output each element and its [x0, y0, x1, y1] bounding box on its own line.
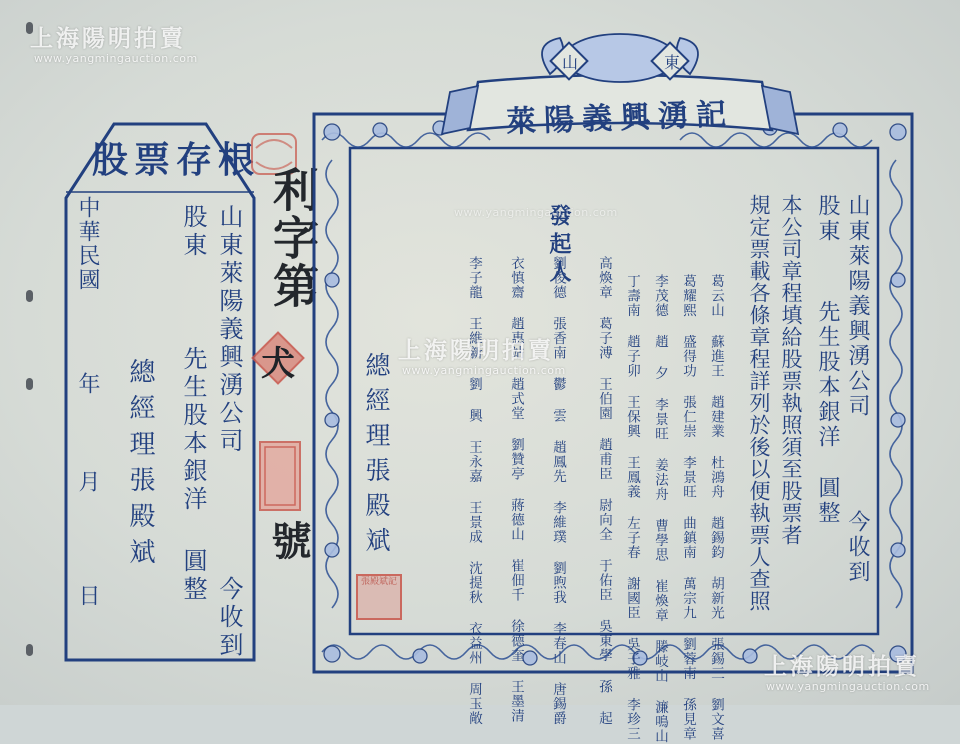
cert-body-line1: 本公司章程填給股票執照須至股票者	[779, 194, 803, 546]
watermark-url: www.yangmingauction.com	[766, 680, 930, 693]
stub-company-line: 山東萊陽義興湧公司	[215, 204, 243, 456]
certificate-title: 萊陽義興湧記	[505, 97, 735, 140]
stub-title: 股票存根	[92, 139, 261, 181]
serial-suffix: 號	[265, 520, 312, 560]
serial-prefix: 利字第	[266, 166, 320, 310]
stub-amount-unit: 圓整	[179, 548, 207, 604]
founders-column: 葛云山 蘇進王 趙建業 杜鴻舟 趙錫鈞 胡新光 張錫三 劉文喜	[708, 274, 724, 741]
binder-hole	[26, 290, 33, 302]
founders-column: 葛耀熙 盛得功 張仁崇 李景旺 曲鎮南 萬宗九 劉蓉南 孫見章	[680, 274, 696, 741]
red-rectangular-seal	[256, 438, 304, 514]
cert-company-line: 山東萊陽義興湧公司	[845, 194, 870, 419]
watermark-url: www.yangmingauction.com	[34, 52, 198, 65]
watermark-brand: 上海陽明拍賣	[30, 26, 186, 52]
cert-amount-unit: 圓整	[815, 476, 840, 526]
cert-manager: 總經理張殿斌	[362, 352, 391, 562]
stub-date-day: 日	[75, 584, 100, 606]
watermark-url: www.yangmingauction.com	[402, 364, 566, 377]
stub-amount-line: 先生股本銀洋	[179, 346, 207, 514]
stub-shareholder: 股東	[179, 204, 207, 260]
stub-date-year: 年	[75, 372, 100, 394]
stub-manager: 總經理張殿斌	[125, 358, 155, 574]
watermark-brand: 上海陽明拍賣	[398, 338, 554, 364]
founders-column: 劉俊德 張香南 鬱 雲 趙鳳先 李維璞 劉煦我 李春山 唐錫爵	[550, 256, 566, 726]
cert-amount-line: 先生股本銀洋	[815, 300, 840, 450]
crest-char-shan: 山	[561, 53, 578, 72]
founders-column: 衣慎齋 趙惠站 趙式堂 劉贊亭 蔣德山 崔佃千 徐德奎 王墨清	[508, 256, 524, 723]
cert-shareholder: 股東	[815, 194, 840, 244]
stub-received: 今收到	[215, 576, 243, 660]
founders-column: 李茂德 趙 夕 李景旺 姜法舟 曹學思 崔煥章 滕岐山 濂鳴山	[652, 274, 668, 744]
founders-column: 丁壽南 趙子卯 王保興 王鳳義 左子春 謝國臣 吳子雅 李珍三	[624, 274, 640, 741]
stub-date-month: 月	[75, 470, 100, 492]
watermark-url: www.yangmingauction.com	[454, 206, 618, 219]
watermark-brand: 上海陽明拍賣	[764, 654, 920, 680]
cert-received: 今收到	[845, 510, 870, 585]
crest-char-dong: 東	[663, 53, 680, 72]
manager-red-seal	[356, 574, 402, 620]
founders-heading: 發起人	[546, 204, 572, 288]
cert-body-line2: 規定票載各條章程詳列於後以便執票人查照	[747, 194, 771, 612]
founders-column: 李子龍 王維新 劉 興 王永嘉 王景成 沈提秋 衣益州 周玉敞	[466, 256, 482, 726]
serial-number: 犬	[261, 344, 295, 384]
stub-date-era: 中華民國	[75, 196, 100, 292]
binder-hole	[26, 378, 33, 390]
manager-seal-text: 張殿斌記	[360, 577, 397, 587]
founders-column: 高煥章 葛子溥 王伯園 趙甫臣 尉向全 于佑臣 吳東學 孫 起	[596, 256, 612, 726]
binder-hole	[26, 644, 33, 656]
